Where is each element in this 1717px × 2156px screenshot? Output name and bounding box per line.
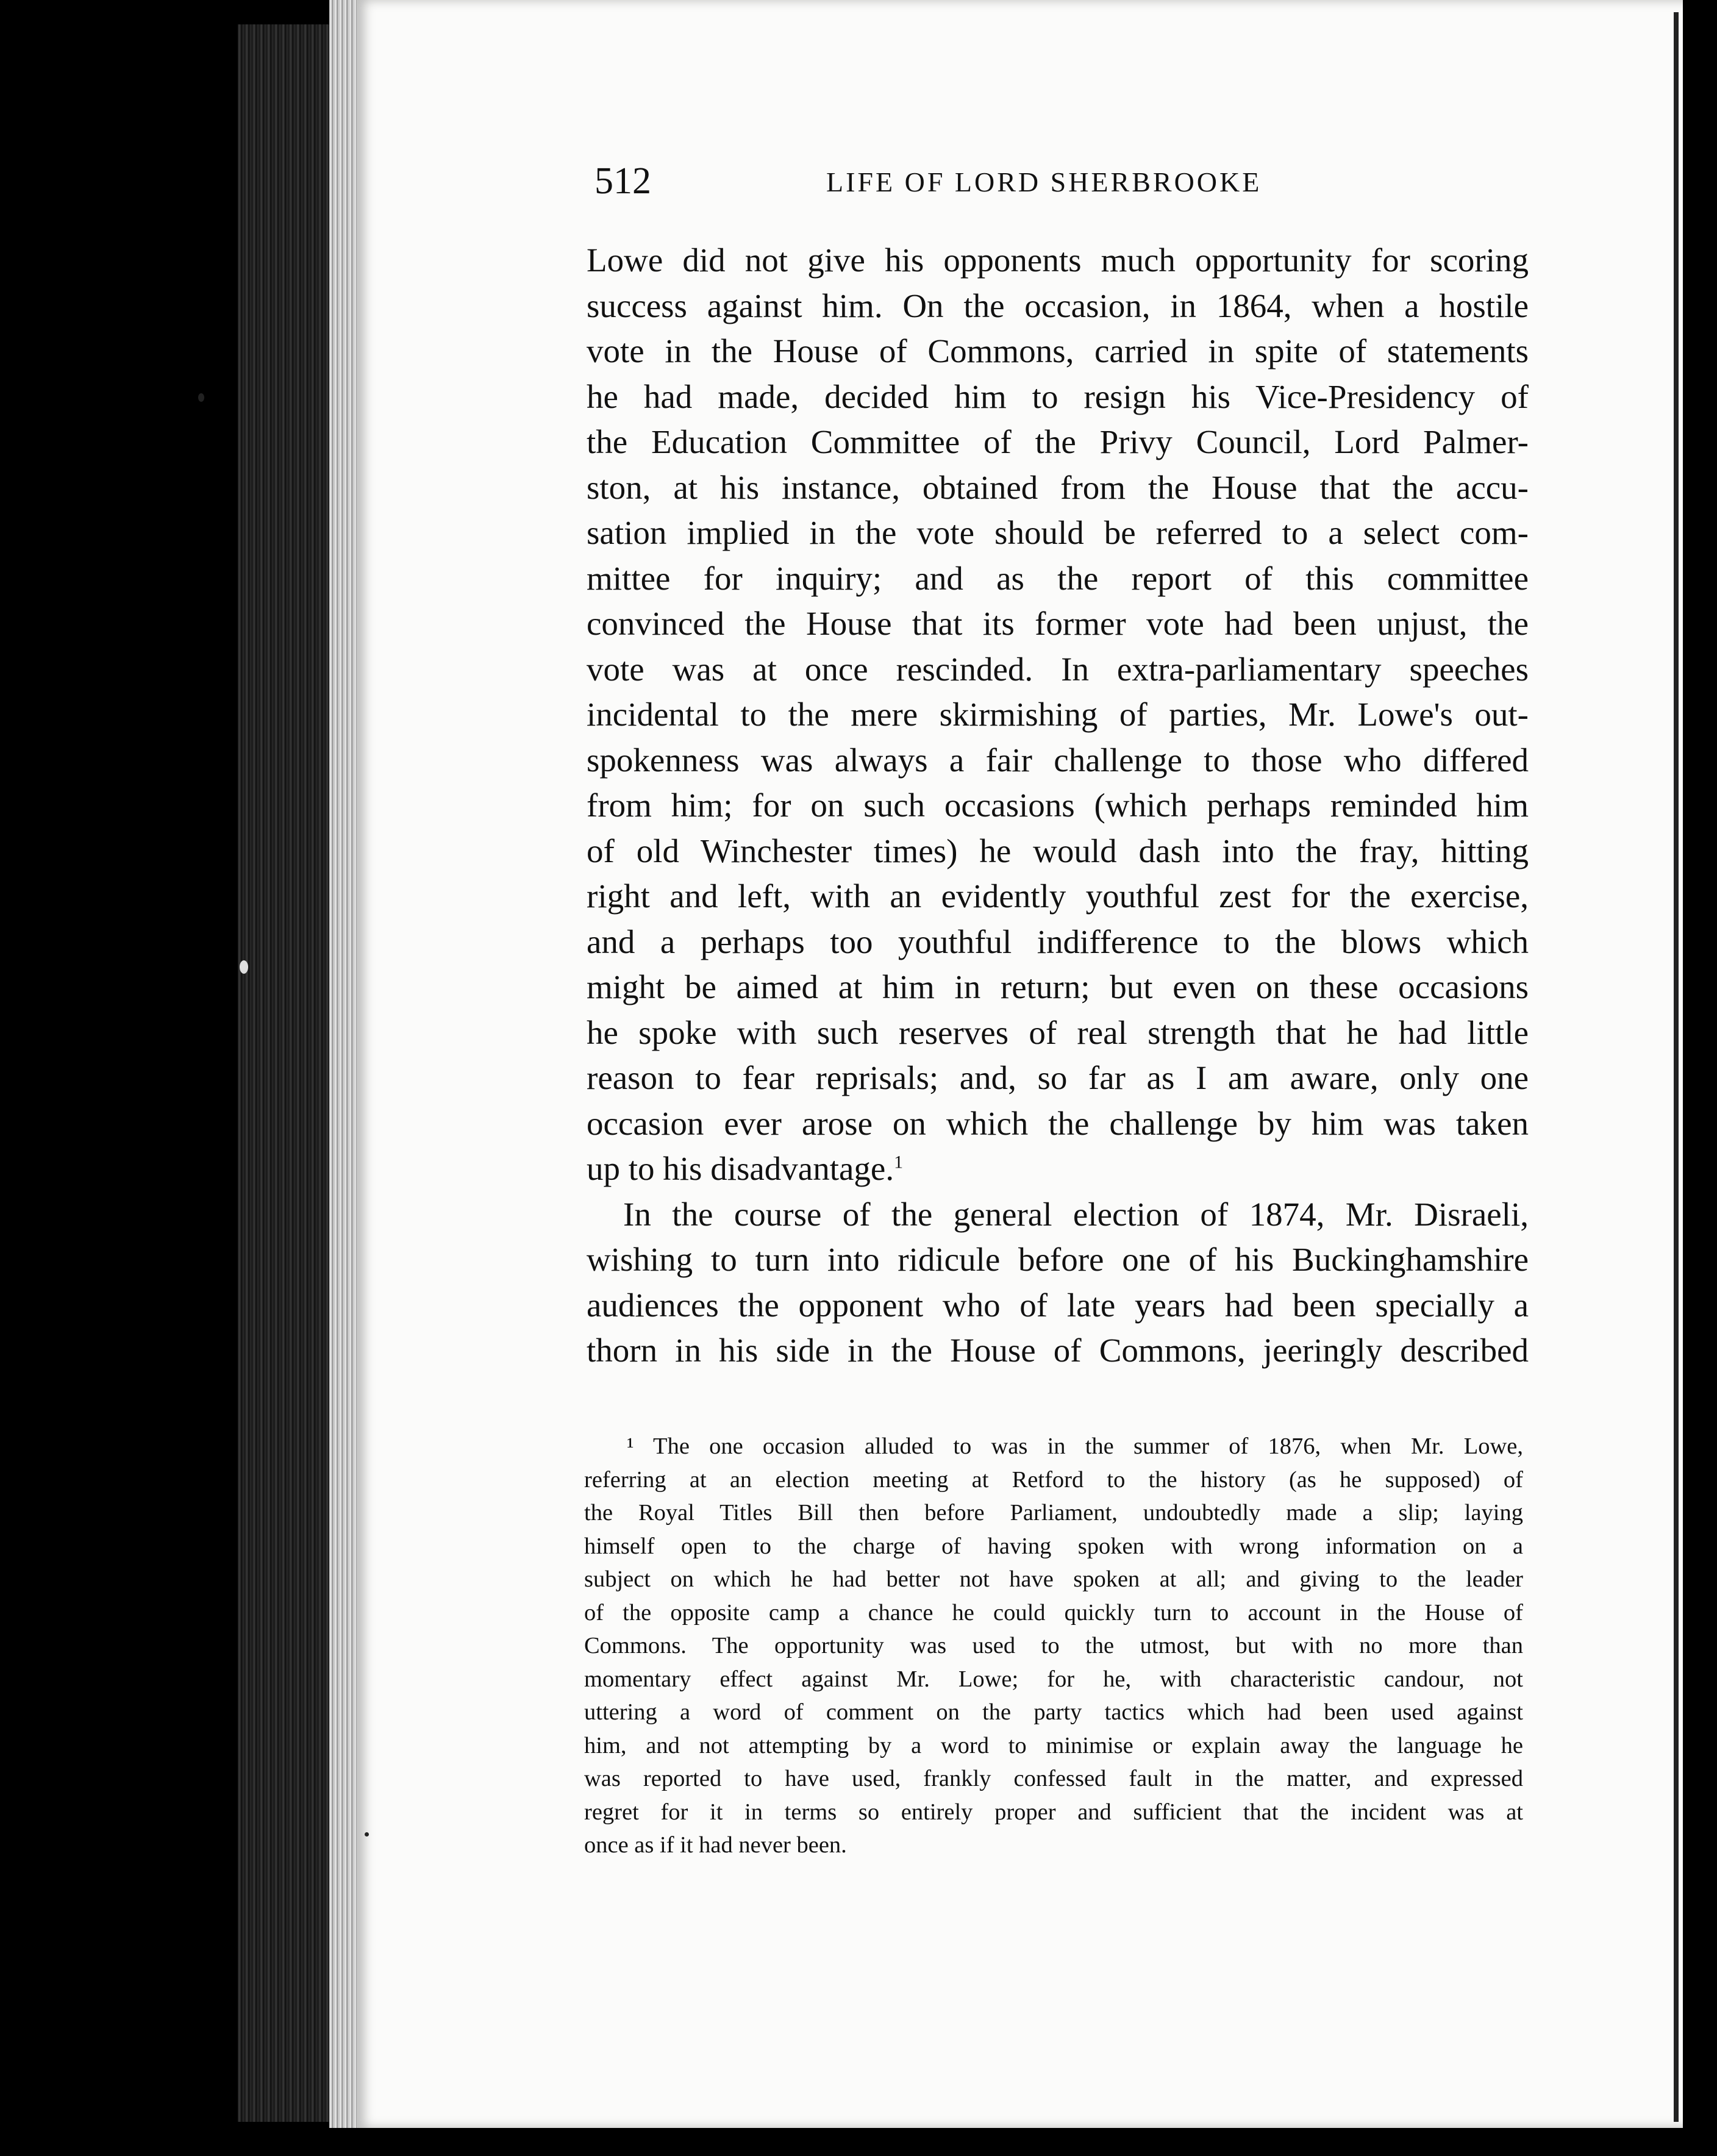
footnote-line: him, and not attempting by a word to minimise or explain away the language he: [584, 1732, 1523, 1758]
body-line: of old Winchester times) he would dash into the fray, hitting: [587, 832, 1529, 869]
body-line: vote was at once rescinded. In extra-parliamentary speeches: [587, 650, 1529, 688]
footnote-line: of the opposite camp a chance he could quickly turn to account in the House of: [584, 1599, 1523, 1626]
footnote-line: referring at an election meeting at Retford to the history (as he supposed) of: [584, 1466, 1523, 1493]
page-stack-edge: [329, 0, 357, 2134]
body-line: the Education Committee of the Privy Council, Lord Palmer-: [587, 423, 1529, 460]
footnote-line: was reported to have used, frankly confessed fault in the matter, and expressed: [584, 1766, 1523, 1791]
footnote-reference: 1: [894, 1152, 904, 1173]
page-number: 512: [594, 160, 651, 202]
body-line: he spoke with such reserves of real strength that he had little: [587, 1013, 1529, 1051]
footnote-line: Commons. The opportunity was used to the utmost, but with no more than: [584, 1633, 1523, 1658]
footnote: [584, 1430, 1523, 1862]
body-line: might be aimed at him in return; but even on these occasions: [587, 968, 1529, 1005]
body-line: he had made, decided him to resign his Vice-Presidency of: [587, 377, 1529, 415]
bottom-background: [0, 2128, 1717, 2156]
footnote-line: himself open to the charge of having spoken with wrong information on a: [584, 1533, 1523, 1559]
body-line: right and left, with an evidently youthful zest for the exercise,: [587, 877, 1529, 915]
paragraph-line: wishing to turn into ridicule before one of his Buckinghamshire: [587, 1241, 1529, 1278]
body-line: Lowe did not give his opponents much opportunity for scoring: [587, 241, 1529, 279]
body-line: incidental to the mere skirmishing of parties, Mr. Lowe's out-: [587, 696, 1529, 733]
paragraph-line: audiences the opponent who of late years had been specially a: [587, 1286, 1529, 1324]
body-line: spokenness was always a fair challenge to those who differed: [587, 741, 1529, 779]
footnote-line: uttering a word of comment on the party tactics which had been used against: [584, 1699, 1523, 1725]
body-line: convinced the House that its former vote had been unjust, the: [587, 605, 1529, 642]
paragraph-line: In the course of the general election of 1874, Mr. Disraeli,: [623, 1195, 1529, 1233]
body-line: and a perhaps too youthful indifference to the blows which: [587, 923, 1529, 960]
body-line: from him; for on such occasions (which perhaps reminded him: [587, 787, 1529, 824]
body-line: occasion ever arose on which the challenge by him was taken: [587, 1104, 1529, 1142]
body-line-last: [587, 1146, 1529, 1192]
speck: [240, 960, 248, 974]
body-line-text: up to his disadvantage.: [587, 1150, 894, 1187]
body-line: vote in the House of Commons, carried in spite of statements: [587, 332, 1529, 369]
footnote-line: subject on which he had better not have spoken at all; and giving to the leader: [584, 1566, 1523, 1592]
body-line: reason to fear reprisals; and, so far as I am aware, only one: [587, 1059, 1529, 1096]
footnote-line: momentary effect against Mr. Lowe; for he, with characteristic candour, not: [584, 1666, 1523, 1692]
body-line: ston, at his instance, obtained from the House that the accu-: [587, 468, 1529, 506]
right-background: [1683, 0, 1717, 2156]
body-line: success against him. On the occasion, in 1864, when a hostile: [587, 287, 1529, 324]
body-line: sation implied in the vote should be referred to a select com-: [587, 514, 1529, 551]
footnote-line: regret for it in terms so entirely proper and sufficient that the incident was at: [584, 1799, 1523, 1825]
speck: [365, 1832, 369, 1837]
body-text: [587, 238, 1529, 1374]
footnote-line: the Royal Titles Bill then before Parliament, undoubtedly made a slip; laying: [584, 1500, 1523, 1526]
footnote-line: ¹ The one occasion alluded to was in the summer of 1876, when Mr. Lowe,: [627, 1433, 1523, 1459]
speck: [198, 393, 204, 402]
running-title: LIFE OF LORD SHERBROOKE: [826, 166, 1262, 198]
right-page-border: [1674, 12, 1679, 2122]
body-line: mittee for inquiry; and as the report of this committee: [587, 559, 1529, 597]
footnote-line: once as if it had never been.: [584, 1832, 847, 1858]
paragraph-line: thorn in his side in the House of Commons, jeeringly described: [587, 1332, 1529, 1369]
running-head: [594, 160, 1302, 209]
